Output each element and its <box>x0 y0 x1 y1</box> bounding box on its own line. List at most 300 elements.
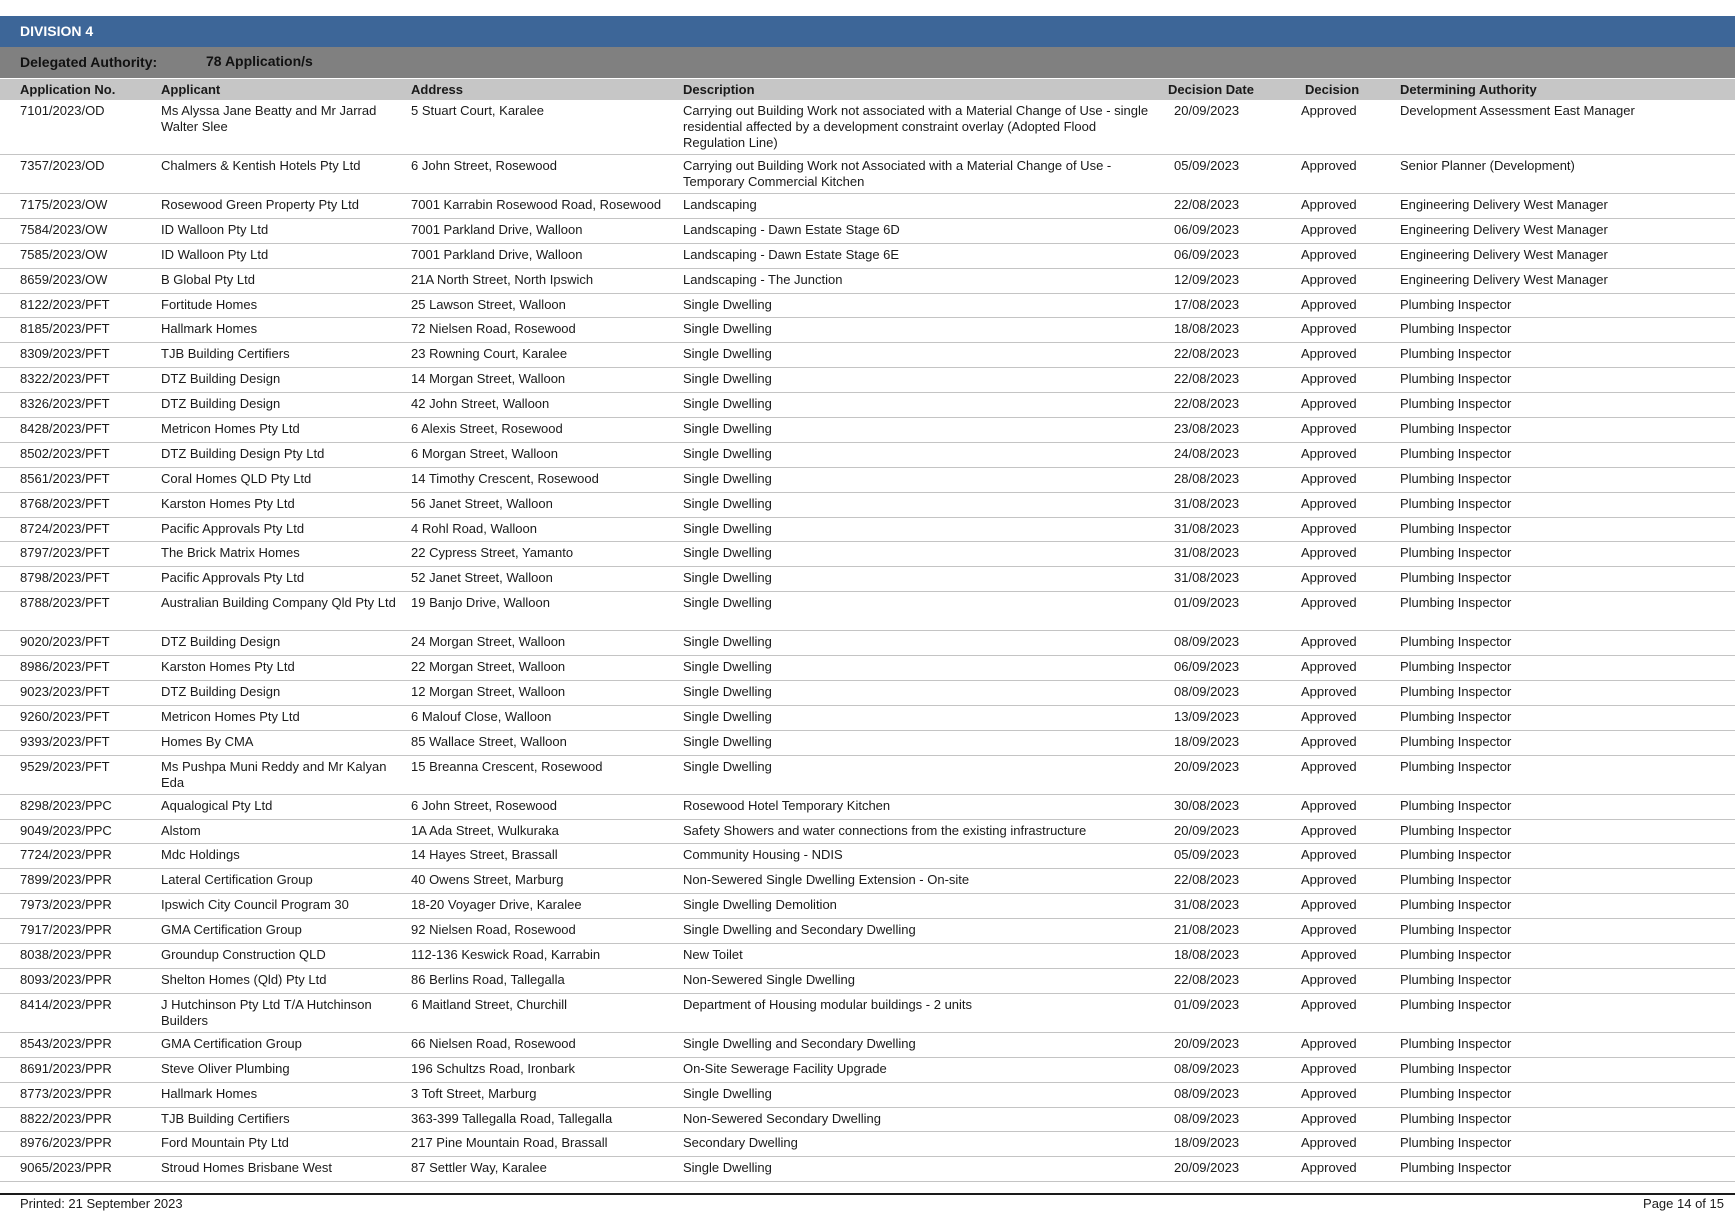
cell-address: 56 Janet Street, Walloon <box>411 495 553 511</box>
cell-description: Single Dwelling <box>683 321 772 337</box>
cell-application-no: 8773/2023/PPR <box>20 1085 112 1101</box>
cell-applicant: Homes By CMA <box>161 733 254 749</box>
cell-decision: Approved <box>1301 197 1357 212</box>
cell-description: Single Dwelling and Secondary Dwelling <box>683 1035 916 1051</box>
cell-determining-authority: Plumbing Inspector <box>1400 321 1512 337</box>
applications-table-body <box>0 100 1735 1182</box>
cell-application-no: 8724/2023/PFT <box>20 520 110 536</box>
cell-decision: Approved <box>1301 495 1357 511</box>
cell-decision-date: 18/09/2023 <box>1174 733 1240 749</box>
table-row <box>0 1108 1735 1133</box>
table-row <box>0 244 1735 269</box>
cell-decision-date: 20/09/2023 <box>1174 1160 1240 1176</box>
cell-decision-date: 22/08/2023 <box>1174 197 1240 212</box>
cell-description: Single Dwelling <box>683 684 772 700</box>
cell-description: Single Dwelling <box>683 445 772 461</box>
column-header-determining-authority: Determining Authority <box>1400 82 1537 97</box>
cell-address: 21A North Street, North Ipswich <box>411 271 594 287</box>
cell-decision-date: 20/09/2023 <box>1174 1035 1240 1051</box>
cell-description: Single Dwelling <box>683 495 772 511</box>
cell-application-no: 8986/2023/PFT <box>20 659 110 675</box>
cell-address: 14 Morgan Street, Walloon <box>411 371 566 387</box>
cell-decision: Approved <box>1301 922 1357 938</box>
cell-description: Community Housing - NDIS <box>683 847 843 863</box>
cell-description: Single Dwelling <box>683 1160 772 1176</box>
column-header-decision: Decision <box>1305 82 1360 97</box>
table-row <box>0 518 1735 543</box>
cell-application-no: 8561/2023/PFT <box>20 470 110 486</box>
cell-address: 85 Wallace Street, Walloon <box>411 733 567 749</box>
cell-address: 22 Cypress Street, Yamanto <box>411 545 574 561</box>
table-row <box>0 155 1735 194</box>
cell-description: Single Dwelling <box>683 1085 772 1101</box>
cell-description: Non-Sewered Single Dwelling <box>683 971 855 987</box>
table-row <box>0 343 1735 368</box>
cell-decision-date: 06/09/2023 <box>1174 221 1240 237</box>
cell-address: 5 Stuart Court, Karalee <box>411 103 544 118</box>
cell-description: Single Dwelling <box>683 595 772 611</box>
cell-decision: Approved <box>1301 822 1357 838</box>
cell-applicant: TJB Building Certifiers <box>161 346 290 362</box>
page-number: Page 14 of 15 <box>1643 1196 1724 1211</box>
cell-decision: Approved <box>1301 246 1357 262</box>
cell-application-no: 8322/2023/PFT <box>20 371 110 387</box>
table-row <box>0 1083 1735 1108</box>
cell-application-no: 8093/2023/PPR <box>20 971 112 987</box>
cell-description: Single Dwelling <box>683 470 772 486</box>
table-header <box>0 79 1735 100</box>
printed-date: Printed: 21 September 2023 <box>20 1196 183 1211</box>
cell-decision-date: 28/08/2023 <box>1174 470 1240 486</box>
cell-decision: Approved <box>1301 520 1357 536</box>
cell-description: Single Dwelling <box>683 570 772 586</box>
table-row <box>0 100 1735 155</box>
table-row <box>0 969 1735 994</box>
cell-applicant: DTZ Building Design <box>161 371 281 387</box>
cell-applicant: Steve Oliver Plumbing <box>161 1060 290 1076</box>
table-row <box>0 706 1735 731</box>
cell-application-no: 9023/2023/PFT <box>20 684 110 700</box>
cell-description: Landscaping - Dawn Estate Stage 6E <box>683 246 900 262</box>
column-header-description: Description <box>683 82 755 97</box>
cell-determining-authority: Plumbing Inspector <box>1400 346 1512 362</box>
cell-applicant: Karston Homes Pty Ltd <box>161 659 295 675</box>
cell-decision-date: 08/09/2023 <box>1174 1110 1240 1126</box>
cell-decision: Approved <box>1301 897 1357 913</box>
cell-description: Safety Showers and water connections from the existing infrastructure <box>683 822 1087 838</box>
cell-application-no: 8798/2023/PFT <box>20 570 110 586</box>
cell-description: Single Dwelling <box>683 396 772 412</box>
cell-decision-date: 22/08/2023 <box>1174 396 1240 412</box>
cell-determining-authority: Plumbing Inspector <box>1400 1160 1512 1176</box>
table-row <box>0 844 1735 869</box>
cell-applicant: GMA Certification Group <box>161 922 302 938</box>
cell-decision: Approved <box>1301 1135 1357 1151</box>
cell-decision-date: 20/09/2023 <box>1174 822 1240 838</box>
table-row <box>0 1033 1735 1058</box>
cell-decision-date: 20/09/2023 <box>1174 103 1240 118</box>
cell-determining-authority: Engineering Delivery West Manager <box>1400 271 1608 287</box>
cell-decision: Approved <box>1301 872 1357 888</box>
cell-applicant: DTZ Building Design <box>161 634 281 650</box>
cell-decision: Approved <box>1301 321 1357 337</box>
cell-application-no: 8414/2023/PPR <box>20 996 112 1012</box>
cell-description: Department of Housing modular buildings - 2 units <box>683 996 973 1012</box>
cell-applicant: Australian Building Company Qld Pty Ltd <box>161 595 396 611</box>
cell-address: 23 Rowning Court, Karalee <box>411 346 568 362</box>
table-row <box>0 1058 1735 1083</box>
cell-description: Non-Sewered Secondary Dwelling <box>683 1110 881 1126</box>
cell-address: 92 Nielsen Road, Rosewood <box>411 922 576 938</box>
cell-determining-authority: Plumbing Inspector <box>1400 733 1512 749</box>
cell-application-no: 7101/2023/OD <box>20 103 105 118</box>
table-row <box>0 468 1735 493</box>
cell-decision-date: 06/09/2023 <box>1174 246 1240 262</box>
table-row <box>0 443 1735 468</box>
cell-address: 112-136 Keswick Road, Karrabin <box>411 947 601 963</box>
cell-application-no: 8976/2023/PPR <box>20 1135 112 1151</box>
cell-applicant: Fortitude Homes <box>161 296 258 312</box>
cell-application-no: 8768/2023/PFT <box>20 495 110 511</box>
cell-applicant: Coral Homes QLD Pty Ltd <box>161 470 312 486</box>
cell-decision: Approved <box>1301 758 1357 774</box>
column-header-address: Address <box>411 82 464 97</box>
cell-address: 25 Lawson Street, Walloon <box>411 296 566 312</box>
cell-decision: Approved <box>1301 1060 1357 1076</box>
division-title: DIVISION 4 <box>20 23 94 39</box>
cell-address: 12 Morgan Street, Walloon <box>411 684 566 700</box>
cell-determining-authority: Plumbing Inspector <box>1400 971 1512 987</box>
cell-description: Single Dwelling <box>683 296 772 312</box>
table-row <box>0 1132 1735 1157</box>
table-row <box>0 393 1735 418</box>
column-header-applicant: Applicant <box>161 82 221 97</box>
cell-address: 87 Settler Way, Karalee <box>411 1160 547 1176</box>
cell-determining-authority: Plumbing Inspector <box>1400 684 1512 700</box>
table-row <box>0 820 1735 845</box>
cell-application-no: 9260/2023/PFT <box>20 708 110 724</box>
cell-description: Single Dwelling <box>683 545 772 561</box>
cell-determining-authority: Plumbing Inspector <box>1400 708 1512 724</box>
cell-applicant: Metricon Homes Pty Ltd <box>161 421 300 437</box>
cell-application-no: 7899/2023/PPR <box>20 872 112 888</box>
cell-application-no: 8185/2023/PFT <box>20 321 110 337</box>
column-header-application-no: Application No. <box>20 82 116 97</box>
cell-decision: Approved <box>1301 545 1357 561</box>
cell-determining-authority: Plumbing Inspector <box>1400 996 1512 1012</box>
cell-application-no: 7973/2023/PPR <box>20 897 112 913</box>
cell-decision: Approved <box>1301 570 1357 586</box>
cell-address: 363-399 Tallegalla Road, Tallegalla <box>411 1110 613 1126</box>
cell-description: Secondary Dwelling <box>683 1135 798 1151</box>
cell-decision-date: 17/08/2023 <box>1174 296 1240 312</box>
table-row <box>0 795 1735 820</box>
cell-applicant: Groundup Construction QLD <box>161 947 326 963</box>
cell-description: Single Dwelling <box>683 520 772 536</box>
cell-description: Single Dwelling <box>683 371 772 387</box>
cell-decision: Approved <box>1301 421 1357 437</box>
cell-decision: Approved <box>1301 684 1357 700</box>
cell-applicant: Aqualogical Pty Ltd <box>161 797 273 813</box>
cell-description: Single Dwelling <box>683 634 772 650</box>
division-header <box>0 16 1735 47</box>
cell-decision: Approved <box>1301 634 1357 650</box>
cell-determining-authority: Plumbing Inspector <box>1400 495 1512 511</box>
cell-address: 22 Morgan Street, Walloon <box>411 659 566 675</box>
cell-address: 6 Malouf Close, Walloon <box>411 708 552 724</box>
cell-address: 7001 Karrabin Rosewood Road, Rosewood <box>411 197 662 212</box>
table-row <box>0 592 1735 631</box>
cell-determining-authority: Plumbing Inspector <box>1400 445 1512 461</box>
cell-determining-authority: Plumbing Inspector <box>1400 822 1512 838</box>
cell-decision: Approved <box>1301 971 1357 987</box>
cell-address: 196 Schultzs Road, Ironbark <box>411 1060 576 1076</box>
cell-application-no: 7584/2023/OW <box>20 221 108 237</box>
cell-description: Landscaping <box>683 197 757 212</box>
table-row <box>0 294 1735 319</box>
table-row <box>0 318 1735 343</box>
cell-determining-authority: Plumbing Inspector <box>1400 922 1512 938</box>
cell-address: 40 Owens Street, Marburg <box>411 872 564 888</box>
table-row <box>0 756 1735 795</box>
table-row <box>0 269 1735 294</box>
cell-determining-authority: Plumbing Inspector <box>1400 634 1512 650</box>
cell-determining-authority: Plumbing Inspector <box>1400 470 1512 486</box>
cell-description: Landscaping - Dawn Estate Stage 6D <box>683 221 900 237</box>
cell-description: Single Dwelling <box>683 733 772 749</box>
cell-decision-date: 31/08/2023 <box>1174 570 1240 586</box>
cell-decision-date: 24/08/2023 <box>1174 445 1240 461</box>
cell-decision-date: 06/09/2023 <box>1174 659 1240 675</box>
cell-determining-authority: Plumbing Inspector <box>1400 1110 1512 1126</box>
cell-address: 6 John Street, Rosewood <box>411 158 557 173</box>
cell-applicant: ID Walloon Pty Ltd <box>161 246 269 262</box>
cell-address: 72 Nielsen Road, Rosewood <box>411 321 576 337</box>
cell-determining-authority: Senior Planner (Development) <box>1400 158 1575 173</box>
cell-application-no: 8326/2023/PFT <box>20 396 110 412</box>
cell-determining-authority: Plumbing Inspector <box>1400 1060 1512 1076</box>
cell-decision-date: 12/09/2023 <box>1174 271 1240 287</box>
cell-description: Single Dwelling Demolition <box>683 897 837 913</box>
cell-address: 6 Maitland Street, Churchill <box>411 996 568 1012</box>
cell-applicant: Hallmark Homes <box>161 1085 258 1101</box>
table-row <box>0 219 1735 244</box>
cell-decision-date: 31/08/2023 <box>1174 520 1240 536</box>
cell-address: 24 Morgan Street, Walloon <box>411 634 566 650</box>
cell-decision-date: 01/09/2023 <box>1174 996 1240 1012</box>
cell-address: 52 Janet Street, Walloon <box>411 570 553 586</box>
cell-application-no: 8659/2023/OW <box>20 271 108 287</box>
table-row <box>0 418 1735 443</box>
cell-decision-date: 08/09/2023 <box>1174 1085 1240 1101</box>
cell-decision-date: 08/09/2023 <box>1174 684 1240 700</box>
cell-decision-date: 20/09/2023 <box>1174 758 1240 774</box>
cell-application-no: 9049/2023/PPC <box>20 822 112 838</box>
table-row <box>0 567 1735 592</box>
cell-decision: Approved <box>1301 659 1357 675</box>
cell-address: 6 Morgan Street, Walloon <box>411 445 558 461</box>
cell-description: Landscaping - The Junction <box>683 271 843 287</box>
cell-decision: Approved <box>1301 708 1357 724</box>
table-row <box>0 944 1735 969</box>
cell-applicant: Pacific Approvals Pty Ltd <box>161 570 305 586</box>
cell-applicant: DTZ Building Design Pty Ltd <box>161 445 325 461</box>
cell-applicant: B Global Pty Ltd <box>161 271 255 287</box>
cell-decision-date: 31/08/2023 <box>1174 495 1240 511</box>
cell-description: Carrying out Building Work not associated with a Material Change of Use - single residential affected by a development constraint overlay (Adopted Flood Regulation Line) <box>683 103 1149 150</box>
cell-determining-authority: Plumbing Inspector <box>1400 947 1512 963</box>
cell-applicant: Hallmark Homes <box>161 321 258 337</box>
cell-decision: Approved <box>1301 996 1357 1012</box>
cell-description: Carrying out Building Work not Associated with a Material Change of Use - Temporary Commercial Kitchen <box>683 158 1112 189</box>
cell-determining-authority: Engineering Delivery West Manager <box>1400 246 1608 262</box>
cell-description: Single Dwelling <box>683 659 772 675</box>
cell-decision-date: 18/08/2023 <box>1174 947 1240 963</box>
cell-applicant: Stroud Homes Brisbane West <box>161 1160 332 1176</box>
table-row <box>0 631 1735 656</box>
cell-application-no: 9529/2023/PFT <box>20 758 110 774</box>
cell-decision: Approved <box>1301 470 1357 486</box>
cell-applicant: Pacific Approvals Pty Ltd <box>161 520 305 536</box>
cell-determining-authority: Plumbing Inspector <box>1400 421 1512 437</box>
cell-applicant: Ford Mountain Pty Ltd <box>161 1135 289 1151</box>
cell-application-no: 7917/2023/PPR <box>20 922 112 938</box>
cell-description: Single Dwelling and Secondary Dwelling <box>683 922 916 938</box>
table-row <box>0 894 1735 919</box>
cell-address: 15 Breanna Crescent, Rosewood <box>411 758 603 774</box>
cell-determining-authority: Engineering Delivery West Manager <box>1400 221 1608 237</box>
delegated-authority-label: Delegated Authority: <box>20 54 158 70</box>
cell-applicant: Alstom <box>161 822 201 838</box>
cell-decision: Approved <box>1301 271 1357 287</box>
cell-application-no: 7585/2023/OW <box>20 246 108 262</box>
cell-decision-date: 05/09/2023 <box>1174 847 1240 863</box>
cell-decision: Approved <box>1301 371 1357 387</box>
cell-address: 4 Rohl Road, Walloon <box>411 520 537 536</box>
cell-determining-authority: Plumbing Inspector <box>1400 847 1512 863</box>
cell-determining-authority: Plumbing Inspector <box>1400 545 1512 561</box>
cell-decision-date: 22/08/2023 <box>1174 872 1240 888</box>
cell-decision: Approved <box>1301 1110 1357 1126</box>
cell-decision: Approved <box>1301 797 1357 813</box>
cell-address: 7001 Parkland Drive, Walloon <box>411 221 583 237</box>
cell-applicant: Ipswich City Council Program 30 <box>161 897 349 913</box>
cell-application-no: 8543/2023/PPR <box>20 1035 112 1051</box>
cell-determining-authority: Development Assessment East Manager <box>1400 103 1635 118</box>
table-row <box>0 542 1735 567</box>
cell-applicant: J Hutchinson Pty Ltd T/A Hutchinson Builders <box>161 996 372 1028</box>
cell-application-no: 9393/2023/PFT <box>20 733 110 749</box>
cell-determining-authority: Plumbing Inspector <box>1400 371 1512 387</box>
cell-applicant: DTZ Building Design <box>161 396 281 412</box>
cell-address: 14 Hayes Street, Brassall <box>411 847 558 863</box>
cell-address: 6 John Street, Rosewood <box>411 797 557 813</box>
cell-decision-date: 18/08/2023 <box>1174 321 1240 337</box>
cell-address: 66 Nielsen Road, Rosewood <box>411 1035 576 1051</box>
table-row <box>0 869 1735 894</box>
cell-application-no: 7357/2023/OD <box>20 158 105 173</box>
cell-description: On-Site Sewerage Facility Upgrade <box>683 1060 887 1076</box>
cell-applicant: GMA Certification Group <box>161 1035 302 1051</box>
cell-determining-authority: Plumbing Inspector <box>1400 1035 1512 1051</box>
cell-application-no: 8502/2023/PFT <box>20 445 110 461</box>
cell-address: 18-20 Voyager Drive, Karalee <box>411 897 582 913</box>
cell-determining-authority: Plumbing Inspector <box>1400 520 1512 536</box>
cell-decision-date: 22/08/2023 <box>1174 346 1240 362</box>
table-row <box>0 493 1735 518</box>
cell-application-no: 9020/2023/PFT <box>20 634 110 650</box>
cell-address: 7001 Parkland Drive, Walloon <box>411 246 583 262</box>
cell-decision-date: 08/09/2023 <box>1174 1060 1240 1076</box>
application-count: 78 Application/s <box>206 53 313 69</box>
cell-decision: Approved <box>1301 733 1357 749</box>
cell-determining-authority: Plumbing Inspector <box>1400 595 1512 611</box>
cell-decision-date: 13/09/2023 <box>1174 708 1240 724</box>
cell-application-no: 8822/2023/PPR <box>20 1110 112 1126</box>
cell-determining-authority: Plumbing Inspector <box>1400 396 1512 412</box>
table-row <box>0 656 1735 681</box>
table-row <box>0 919 1735 944</box>
table-row <box>0 681 1735 706</box>
cell-applicant: Shelton Homes (Qld) Pty Ltd <box>161 971 327 987</box>
cell-application-no: 8788/2023/PFT <box>20 595 110 611</box>
cell-determining-authority: Plumbing Inspector <box>1400 897 1512 913</box>
cell-description: New Toilet <box>683 947 743 963</box>
cell-description: Single Dwelling <box>683 708 772 724</box>
cell-application-no: 9065/2023/PPR <box>20 1160 112 1176</box>
cell-address: 86 Berlins Road, Tallegalla <box>411 971 565 987</box>
cell-determining-authority: Plumbing Inspector <box>1400 1135 1512 1151</box>
cell-applicant: Chalmers & Kentish Hotels Pty Ltd <box>161 158 361 173</box>
cell-decision-date: 30/08/2023 <box>1174 797 1240 813</box>
cell-description: Single Dwelling <box>683 346 772 362</box>
cell-determining-authority: Plumbing Inspector <box>1400 659 1512 675</box>
cell-determining-authority: Plumbing Inspector <box>1400 758 1512 774</box>
cell-application-no: 8691/2023/PPR <box>20 1060 112 1076</box>
cell-address: 217 Pine Mountain Road, Brassall <box>411 1135 608 1151</box>
cell-decision: Approved <box>1301 158 1357 173</box>
cell-decision: Approved <box>1301 221 1357 237</box>
cell-application-no: 7175/2023/OW <box>20 197 108 212</box>
cell-applicant: Rosewood Green Property Pty Ltd <box>161 197 359 212</box>
cell-decision-date: 21/08/2023 <box>1174 922 1240 938</box>
cell-decision: Approved <box>1301 445 1357 461</box>
cell-address: 1A Ada Street, Wulkuraka <box>411 822 559 838</box>
cell-decision-date: 08/09/2023 <box>1174 634 1240 650</box>
cell-address: 42 John Street, Walloon <box>411 396 550 412</box>
delegated-authority-bar <box>0 47 1735 78</box>
cell-applicant: ID Walloon Pty Ltd <box>161 221 269 237</box>
cell-determining-authority: Plumbing Inspector <box>1400 797 1512 813</box>
cell-determining-authority: Plumbing Inspector <box>1400 872 1512 888</box>
cell-decision-date: 31/08/2023 <box>1174 897 1240 913</box>
cell-decision: Approved <box>1301 595 1357 611</box>
cell-application-no: 8428/2023/PFT <box>20 421 110 437</box>
cell-decision: Approved <box>1301 847 1357 863</box>
cell-description: Rosewood Hotel Temporary Kitchen <box>683 797 891 813</box>
cell-application-no: 8038/2023/PPR <box>20 947 112 963</box>
table-row <box>0 368 1735 393</box>
cell-determining-authority: Plumbing Inspector <box>1400 296 1512 312</box>
cell-decision-date: 22/08/2023 <box>1174 971 1240 987</box>
cell-decision: Approved <box>1301 1035 1357 1051</box>
cell-decision: Approved <box>1301 947 1357 963</box>
cell-description: Single Dwelling <box>683 421 772 437</box>
cell-determining-authority: Engineering Delivery West Manager <box>1400 197 1608 212</box>
cell-applicant: Mdc Holdings <box>161 847 240 863</box>
cell-application-no: 8298/2023/PPC <box>20 797 112 813</box>
cell-decision-date: 18/09/2023 <box>1174 1135 1240 1151</box>
